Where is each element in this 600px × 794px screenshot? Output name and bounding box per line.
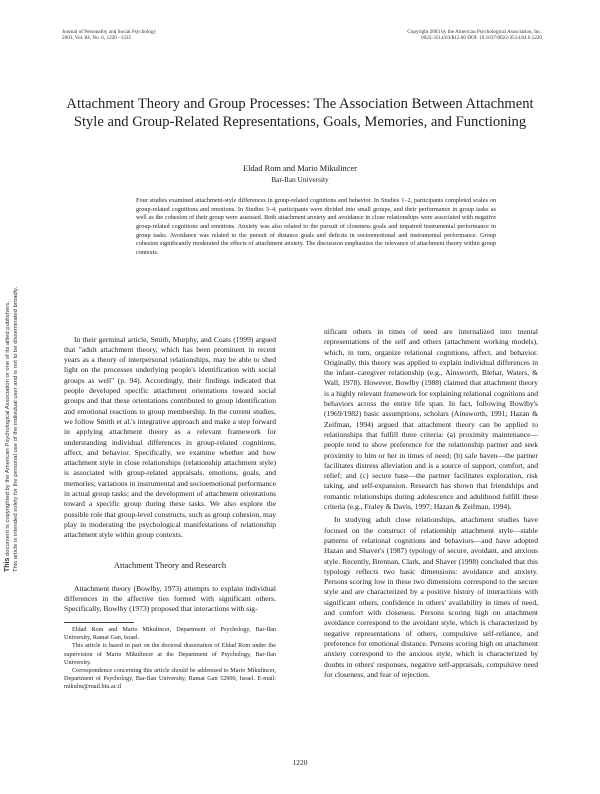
copyright-side-notice: [4, 178, 20, 572]
section-heading: Attachment Theory and Research: [113, 561, 227, 570]
author-affiliation: Bar-Ilan University: [271, 175, 329, 184]
notice-lead: This: [4, 557, 11, 572]
copyright-line: Copyright 2003 by the American Psychological Association, Inc.: [407, 29, 542, 35]
abstract: Four studies examined attachment-style differences in group-related cognitions and behavior. In Studies 1–2, participants completed scales on group-related cognitions and emotions. In Studies 3–4, participants were divided into small groups, and their performance in group tasks as well as the cohesion of their group were assessed. Both attachment anxiety and avoidance in close relationships were associated with negative group-related cognitions and emotions. Anxiety was also related to the pursuit of closeness goals and impaired instrumental performance in group tasks. Avoidance was related to the pursuit of distance goals and deficits in socioemotional and instrumental performance. Group cohesion significantly moderated the effects of attachment anxiety. The discussion emphasizes the relevance of attachment theory within group contexts.: [136, 197, 496, 256]
intro-paragraph: [64, 327, 276, 548]
right-paragraph-2: In studying adult close relationships, attachment studies have focused on the construct of relationship attachment style—stable patterns of relational cognitions and behaviors—and have adopted Hazan and Shaver's (1987) typology of secure, avoidant, and anxious style. Recently, Brennan, Clark, and Shaver (1998) concluded that this typology reflects two basic dimensions: avoidance and anxiety. Persons scoring low in these two dimensions correspond to the secure style and are characterized by a positive history of interactions with significant others, confidence in others' availability in times of need, and comfort with closeness. Persons scoring high on attachment avoidance correspond to the avoidant style, which is characterized by negative representations of others, compulsive self-reliance, and preference for emotional distance. Persons scoring high on attachment anxiety correspond to the anxious style, which is characterized by doubts in others' responses, negative self-appraisals, compulsive need for closeness, and fear of rejection.: [324, 515, 538, 679]
footnotes: [64, 626, 276, 692]
page-number: 1220: [292, 758, 308, 767]
intro-text: In their germinal article, Smith, Murphy, and Coats (1999) argued that "adult attachment theory, which has been prominent in recent years as a theory of interpersonal relationships, may be able to shed light on the processes underlying people's identification with social groups as well" (p. 94). Accordingly, their findings indicated that people developed specific attachment orientations toward social groups and that these orientations contributed to group identification and emotional reactions to group membership. In the current studies, we follow Smith et al.'s integrative approach and make a step forward in applying attachment theory as a relevant framework for understanding individual differences in group-related cognitions, affect, and behavior. Specifically, we examine whether and how attachment style in close relationships (relationship attachment style) is associated with group-related appraisals, emotions, goals, and memories; variations in instrumental and socioemotional performance in actual group tasks; and the development of attachment orientations toward a specific group during these tasks. We also explore the possible role that group-level constructs, such as group cohesion, may play in moderating the psychological manifestations of relationship attachment style within group contexts.: [64, 334, 276, 540]
copyright-header: [407, 29, 542, 42]
right-paragraph-1: nificant others in times of need are internalized into mental representations of the self and others (attachment working models), which, in turn, organize relational cognitions, affect, and behavior. Originally, this theory was applied to explain individual differences in the infant–caregiver relationship (e.g., Ainsworth, Blehar, Waters, & Wall, 1978). However, Bowlby (1988) claimed that attachment theory is a highly relevant framework for explaining relational cognitions and behaviors across the entire life span. In fact, following Bowlby's (1969/1982) basic assumptions, scholars (Ainsworth, 1991; Hazan & Zeifman, 1994) argued that attachment theory can be applied to relationships that fulfill three criteria: (a) proximity maintenance—people tend to show preference for the relationship partner and seek proximity to him or her in times of need; (b) safe haven—the partner facilitates distress alleviation and is a source of support, comfort, and relief; and (c) secure base—the partner facilitates exploration, risk taking, and self-expansion. Research has shown that friendships and romantic relationships during adolescence and adulthood fulfill these criteria (e.g., Fraley & Davis, 1997; Hazan & Zeifman, 1994).: [324, 327, 538, 512]
doi-line: 0022-3514/03/$12.00 DOI: 10.1037/0022-3514.84.6.1220: [421, 35, 542, 42]
journal-name: Journal of Personality and Social Psychology: [62, 29, 157, 35]
author-names: Eldad Rom and Mario Mikulincer: [243, 164, 357, 173]
notice-line-1: document is copyrighted by the American Psychological Association or one of its allied publishers.: [5, 301, 11, 556]
section-text: Attachment theory (Bowlby, 1973) attempts to explain individual differences in the affective ties formed with significant others. Specifically, Bowlby (1973) proposed that interactions with sig-: [64, 583, 276, 614]
footnote-3: Correspondence concerning this article should be addressed to Mario Mikulincer, Department of Psychology, Bar-Ilan University, Ramat Gan 52900, Israel. E-mail: mikulm@mail.biu.ac.il: [64, 667, 276, 691]
footnote-2: This article is based in part on the doctoral dissertation of Eldad Rom under the supervision of Mario Mikulincer at the Department of Psychology, Bar-Ilan University.: [64, 642, 276, 666]
footnote-rule: [64, 622, 134, 623]
right-column: [324, 327, 538, 680]
journal-volume: 2003, Vol. 84, No. 6, 1220 –1235: [62, 35, 132, 42]
notice-line-2: This article is intended solely for the personal use of the individual user and is not to be disseminated broadly.: [12, 286, 19, 572]
journal-header: [62, 29, 156, 42]
footnote-1: Eldad Rom and Mario Mikulincer, Department of Psychology, Bar-Ilan University, Ramat Gan, Israel.: [64, 626, 276, 642]
paper-title: Attachment Theory and Group Processes: The Association Between Attachment Style and Group-Related Representations, Goals, Memories, and Functioning: [66, 96, 534, 131]
section-paragraph: [64, 576, 276, 622]
